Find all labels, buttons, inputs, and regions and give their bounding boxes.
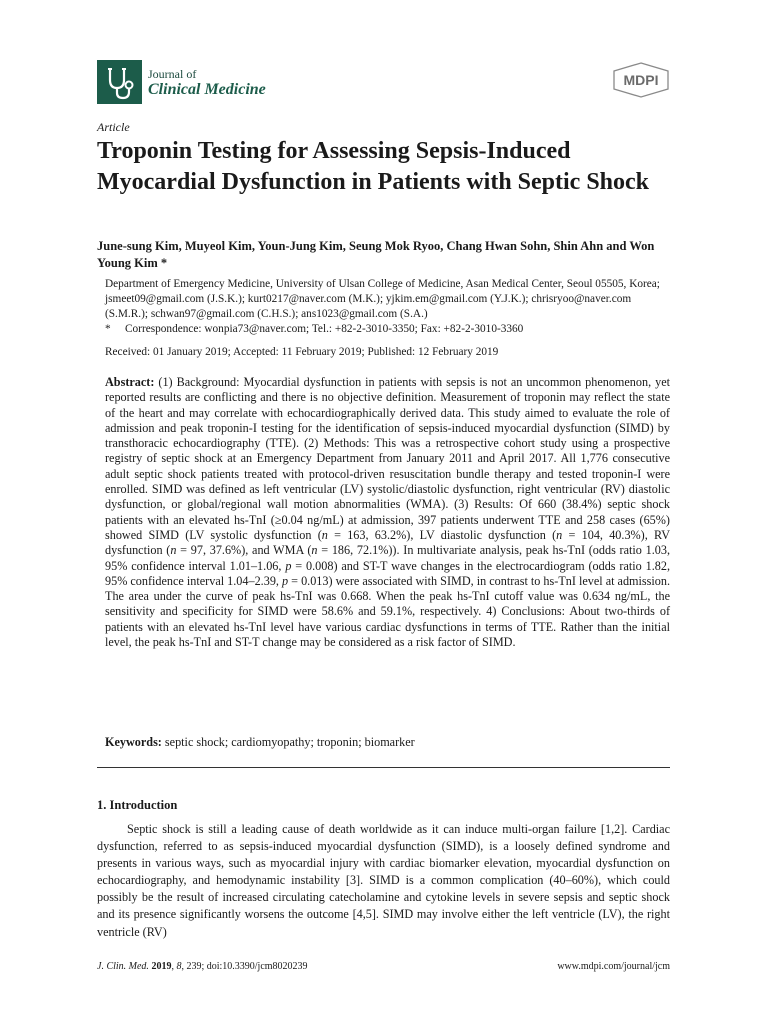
publisher-logo [612,62,670,98]
correspondence: Correspondence: wonpia73@naver.com; Tel.: +82-2-3010-3350; Fax: +82-2-3010-3360 [125,323,524,335]
abstract-text: = 0.013) were associated with SIMD, in contrast to hs-TnI level at admission. The area under the curve of peak hs-TnI was 0.668. When the peak hs-TnI cutoff value was 0.634 ng/mL, the sensitivity and specificity for SIMD were 58.6% and 59.1%, respectively. 4) Conclusions: About two-thirds of patients with an elevated hs-TnI level have various cardiac dysfunctions in terms of TTE. Rather than the initial level, the peak hs-TnI and ST-T change may be considered as a risk factor of SIMD. [105,573,671,650]
abstract-text: (1) Background: Myocardial dysfunction in patients with sepsis is not an uncommon phenomenon, yet reported results are conflicting and there is no objective definition. Measurement of troponin may reflect the state of the heart and may correlate with echocardiographically derived data. This study aimed to evaluate the role of admission and peak troponin-I testing for the identification of sepsis-induced myocardial dysfunction (SIMD) by transthoracic echocardiography (TTE). (2) Methods: This was a retrospective cohort study using a prospective registry of septic shock at an Emergency Department from January 2011 and April 2017. All 1,776 consecutive adult septic shock patients treated with protocol-driven resuscitation bundle therapy and tested troponin-I were enrolled. SIMD was defined as left ventricular (LV) systolic/diastolic dysfunction, right ventricular (RV) diastolic dysfunction, or global/regional wall motion abnormalities (WMA). (3) Results: Of 660 (38.4%) septic shock patients with an elevated hs-TnI (≥0.04 ng/mL) at admission, 397 patients underwent TTE and 258 cases (65%) showed SIMD (LV systolic dysfunction ( [105,375,670,542]
abstract-italic: p [282,573,289,588]
paper-title: Troponin Testing for Assessing Sepsis-Induced Myocardial Dysfunction in Patients with Septic Shock [97,138,650,195]
divider [97,767,670,768]
footer-journal: J. Clin. Med. [97,961,149,972]
footer-volume: 8 [176,961,182,972]
abstract-text: = 163, 63.2%), LV diastolic dysfunction ( [327,527,557,542]
abstract-text: = 186, 72.1%)). In multivariate analysis, peak hs-TnI (odds ratio 1.03, 95% confidence interval 1.01–1.06, [105,543,670,573]
abstract [105,375,670,650]
correspondence-mark: * [105,323,111,335]
abstract-label: Abstract: [105,375,155,389]
abstract-text: = 104, 40.3%), RV dysfunction ( [105,527,670,558]
keywords [105,735,670,750]
publication-dates: Received: 01 January 2019; Accepted: 11 February 2019; Published: 12 February 2019 [105,346,499,358]
abstract-italic: n [311,543,318,558]
publisher-name: MDPI [623,72,659,88]
abstract-italic: n [321,527,328,542]
footer-url[interactable]: www.mdpi.com/journal/jcm [557,961,670,972]
abstract-text: = 97, 37.6%), and WMA ( [176,543,312,558]
section-heading: 1. Introduction [97,798,178,812]
abstract-italic: p [285,558,292,573]
abstract-italic: n [556,527,563,542]
journal-of-label: Journal of [148,67,197,81]
footer-doi: , 239; doi:10.3390/jcm8020239 [181,961,308,972]
journal-logo [97,60,142,104]
stethoscope-icon [97,60,142,104]
abstract-text: = 0.008) and ST-T wave changes in the electrocardiogram (odds ratio 1.82, 95% confidence interval 1.04–2.39, [105,558,670,588]
affiliation: Department of Emergency Medicine, University of Ulsan College of Medicine, Asan Medical Center, Seoul 05505, Korea; jsmeet09@gmail.com (J.S.K.); kurt0217@naver.com (M.K.); yjkim.em@gmail.com (Y.J.K.); chrisryoo@naver.com (S.M.R.); schwan97@gmail.com (C.H.S.); ans1023@gmail.com (S.A.) [105,278,660,320]
journal-name: Clinical Medicine [148,81,266,98]
section-body: Septic shock is still a leading cause of death worldwide as it can induce multi-organ failure [1,2]. Cardiac dysfunction, referred to as sepsis-induced myocardial dysfunction (SIMD), is a loosely defined syndrome and presents in various ways, such as myocardial injury with cardiac biomarker elevation, myocardial dysfunction on echocardiography, and hemodynamic instability [3]. SIMD is a common complication (40–60%), which could possibly be the result of increased circulating catecholamine and cytokine levels in severe sepsis and septic shock and its presence significantly worsens the outcome [4,5]. SIMD may involve either the left ventricle (LV), the right ventricle (RV) [97,822,670,939]
article-type: Article [97,120,130,134]
keywords-text: septic shock; cardiomyopathy; troponin; biomarker [161,735,415,749]
footer-year: 2019 [151,961,172,972]
footer-citation: J. Clin. Med. 2019, 8, 239; doi:10.3390/jcm8020239 [97,961,308,972]
author-list: June-sung Kim, Muyeol Kim, Youn-Jung Kim, Seung Mok Ryoo, Chang Hwan Sohn, Shin Ahn and Won Young Kim * [97,239,655,270]
keywords-label: Keywords: [105,735,162,749]
abstract-italic: n [170,543,177,558]
